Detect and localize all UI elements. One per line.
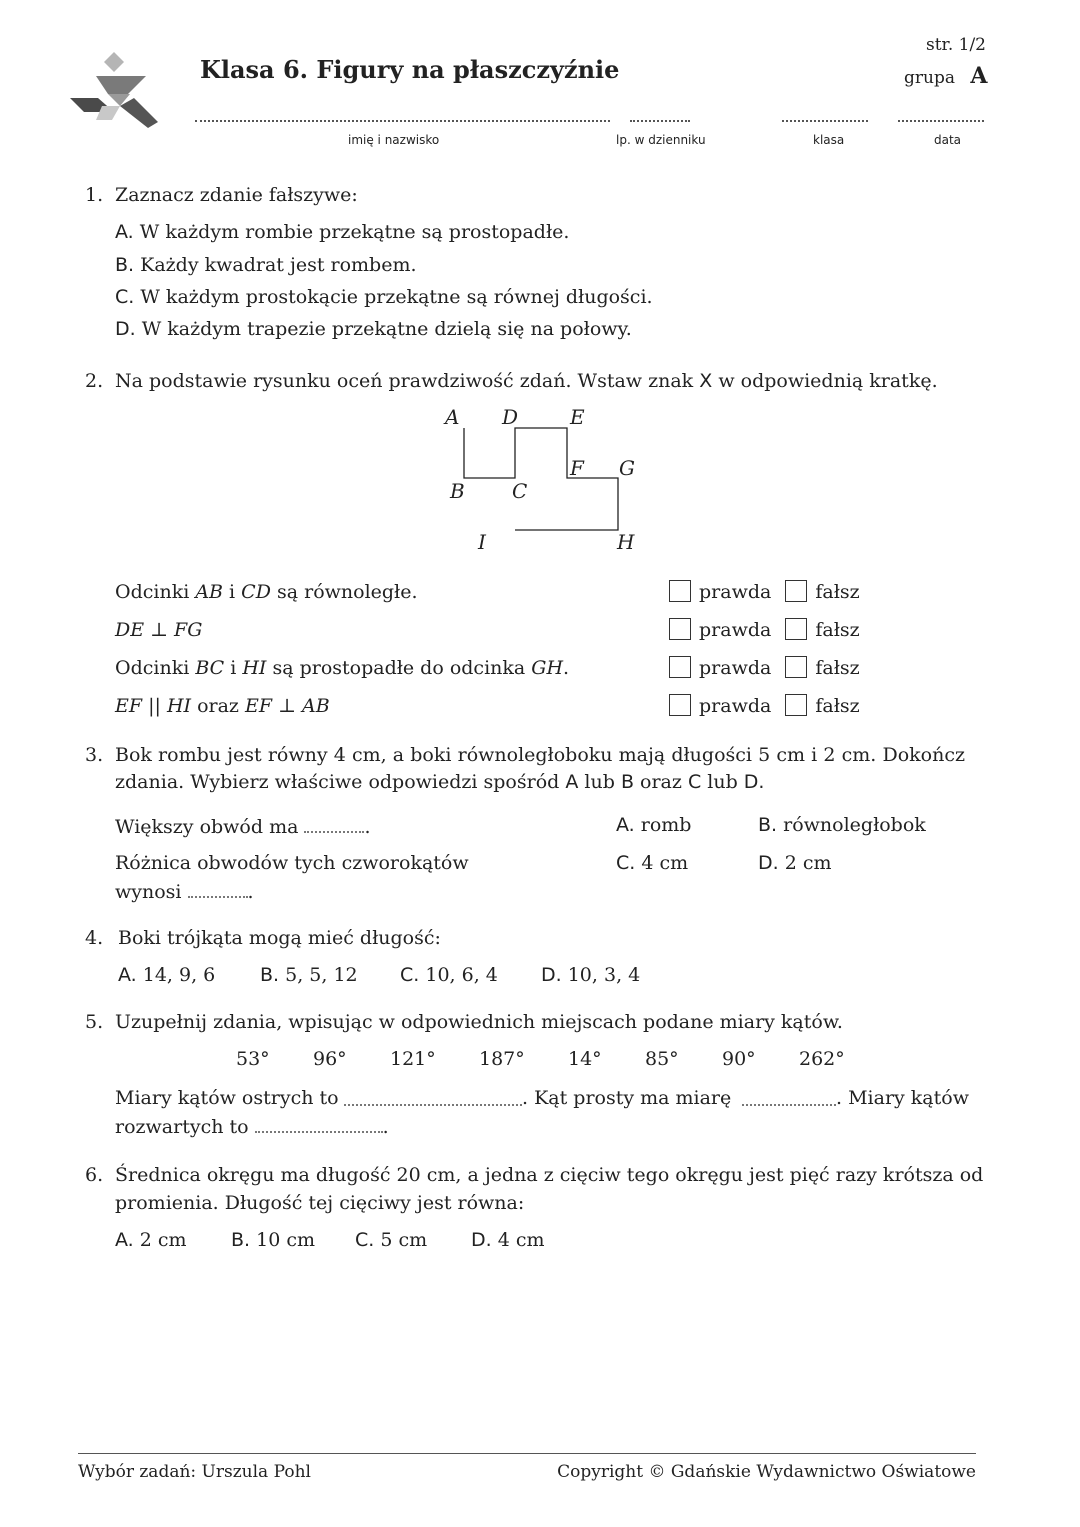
- letter: B: [620, 771, 634, 793]
- q2-statement-4: [115, 694, 330, 718]
- false-label: fałsz: [815, 657, 860, 679]
- segment: GH: [531, 657, 564, 679]
- option-letter: A.: [616, 814, 635, 836]
- q6-option-b[interactable]: [231, 1228, 315, 1252]
- q3-answer-d[interactable]: [758, 851, 832, 875]
- segment: EF: [115, 695, 143, 717]
- segment: BC: [195, 657, 225, 679]
- text: i: [224, 657, 243, 679]
- q1-option-c[interactable]: [115, 285, 653, 309]
- text: lub: [584, 771, 615, 793]
- option-text: 10, 6, 4: [425, 964, 498, 986]
- option-letter: B.: [231, 1229, 251, 1251]
- q2-number: 2.: [85, 370, 104, 392]
- text: wynosi: [115, 881, 182, 903]
- group-label-text: grupa: [904, 68, 955, 88]
- page-title: Klasa 6. Figury na płaszczyźnie: [200, 55, 620, 84]
- option-text: W każdym trapezie przekątne dzielą się na połowy.: [141, 318, 632, 340]
- segment: EF ⊥ AB: [244, 695, 330, 717]
- q1-option-b[interactable]: [115, 253, 417, 277]
- q4-option-b[interactable]: [260, 963, 358, 987]
- q3-answer-c[interactable]: [616, 851, 688, 875]
- q1-number: 1.: [85, 184, 104, 206]
- q5-text-2: . Kąt prosty ma miarę: [522, 1087, 732, 1109]
- q5-angle-7: 90°: [722, 1048, 756, 1070]
- point-label-b: B: [450, 479, 465, 503]
- option-letter: D.: [115, 318, 136, 340]
- q2-answer-row-2: [669, 618, 860, 642]
- text: są równoległe.: [270, 581, 418, 603]
- q5-prompt: Uzupełnij zdania, wpisując w odpowiednich miejscach podane miary kątów.: [115, 1011, 843, 1033]
- answer-blank[interactable]: [304, 813, 364, 833]
- point-label-h: H: [617, 530, 635, 554]
- q3-prompt-line-2: [115, 770, 764, 794]
- q5-angle-5: 14°: [568, 1048, 602, 1070]
- true-checkbox[interactable]: [669, 694, 691, 716]
- q3-sentence-2-line-2: wynosi .: [115, 878, 254, 904]
- true-label: prawda: [699, 581, 772, 603]
- obtuse-angles-blank[interactable]: [255, 1113, 383, 1133]
- option-letter: C.: [115, 286, 135, 308]
- q1-prompt: Zaznacz zdanie fałszywe:: [115, 184, 358, 206]
- text: .: [563, 657, 570, 679]
- segment: DE ⊥ FG: [115, 619, 203, 641]
- false-checkbox[interactable]: [785, 656, 807, 678]
- q3-prompt-line-1: Bok rombu jest równy 4 cm, a boki równoległoboku mają długości 5 cm i 2 cm. Dokończ: [115, 744, 965, 766]
- option-letter: C.: [616, 852, 636, 874]
- q2-answer-row-1: [669, 580, 860, 604]
- q5-angle-8: 262°: [799, 1048, 845, 1070]
- text: są prostopadłe do odcinka: [266, 657, 532, 679]
- point-label-f: F: [570, 456, 584, 480]
- point-label-c: C: [512, 479, 528, 503]
- diary-number-field-line[interactable]: [630, 120, 690, 122]
- q6-option-d[interactable]: [471, 1228, 545, 1252]
- q3-answer-a[interactable]: [616, 813, 691, 837]
- true-label: prawda: [699, 695, 772, 717]
- letter: D.: [743, 771, 765, 793]
- false-label: fałsz: [815, 581, 860, 603]
- option-text: równoległobok: [783, 814, 926, 836]
- false-checkbox[interactable]: [785, 618, 807, 640]
- q3-sentence-1: Większy obwód ma .: [115, 813, 371, 839]
- page-number: str. 1/2: [926, 35, 986, 55]
- point-label-g: G: [619, 456, 635, 480]
- q6-option-a[interactable]: [115, 1228, 187, 1252]
- option-letter: B.: [260, 964, 280, 986]
- text: zdania. Wybierz właściwe odpowiedzi spośród: [115, 771, 560, 793]
- q2-statement-1: [115, 580, 418, 604]
- date-field-line[interactable]: [898, 120, 984, 122]
- q2-statement-2: [115, 618, 202, 642]
- group-label: [904, 64, 987, 90]
- true-checkbox[interactable]: [669, 656, 691, 678]
- text: rozwartych to: [115, 1116, 249, 1138]
- text: oraz: [640, 771, 682, 793]
- option-letter: C.: [355, 1229, 375, 1251]
- q1-option-a[interactable]: [115, 220, 569, 244]
- segment: AB: [195, 581, 224, 603]
- option-letter: B.: [758, 814, 778, 836]
- q1-option-d[interactable]: [115, 317, 632, 341]
- q4-option-a[interactable]: [118, 963, 215, 987]
- publisher-logo: [68, 50, 160, 130]
- option-text: W każdym prostokącie przekątne są równej długości.: [140, 286, 653, 308]
- class-field-label: klasa: [813, 133, 845, 147]
- q2-statement-3: [115, 656, 569, 680]
- false-checkbox[interactable]: [785, 694, 807, 716]
- q5-text-4: rozwartych to .: [115, 1113, 389, 1139]
- point-label-e: E: [570, 405, 585, 429]
- q6-prompt-line-2: promienia. Długość tej cięciwy jest równa:: [115, 1192, 525, 1214]
- option-letter: D.: [541, 964, 562, 986]
- q4-number: 4.: [85, 927, 104, 949]
- false-label: fałsz: [815, 695, 860, 717]
- text: ||: [142, 695, 167, 717]
- option-text: 2 cm: [139, 1229, 187, 1251]
- q2-prompt-after: w odpowiednią kratkę.: [718, 370, 938, 392]
- option-letter: C.: [400, 964, 420, 986]
- point-label-i: I: [478, 530, 486, 554]
- option-text: 10 cm: [256, 1229, 315, 1251]
- segment: HI: [166, 695, 192, 717]
- true-label: prawda: [699, 619, 772, 641]
- option-text: W każdym rombie przekątne są prostopadłe.: [139, 221, 570, 243]
- option-text: 5, 5, 12: [285, 964, 358, 986]
- class-field-line[interactable]: [782, 120, 868, 122]
- q6-option-c[interactable]: [355, 1228, 427, 1252]
- footer-author: Wybór zadań: Urszula Pohl: [78, 1462, 311, 1482]
- point-label-a: A: [445, 405, 460, 429]
- q2-answer-row-4: [669, 694, 860, 718]
- false-label: fałsz: [815, 619, 860, 641]
- q5-angle-4: 187°: [479, 1048, 525, 1070]
- option-text: romb: [640, 814, 692, 836]
- text: oraz: [191, 695, 245, 717]
- text: Odcinki: [115, 581, 196, 603]
- date-field-label: data: [934, 133, 962, 147]
- segment: CD: [241, 581, 271, 603]
- answer-blank[interactable]: [188, 878, 248, 898]
- true-checkbox[interactable]: [669, 618, 691, 640]
- option-letter: D.: [758, 852, 779, 874]
- q2-prompt-before: Na podstawie rysunku oceń prawdziwość zdań. Wstaw znak: [115, 370, 694, 392]
- true-checkbox[interactable]: [669, 580, 691, 602]
- option-text: 14, 9, 6: [142, 964, 216, 986]
- q2-answer-row-3: [669, 656, 860, 680]
- option-letter: A.: [115, 221, 134, 243]
- q3-answer-b[interactable]: [758, 813, 926, 837]
- text: i: [223, 581, 242, 603]
- option-text: 5 cm: [380, 1229, 428, 1251]
- option-letter: A.: [115, 1229, 134, 1251]
- q5-angle-3: 121°: [390, 1048, 436, 1070]
- q5-number: 5.: [85, 1011, 104, 1033]
- true-label: prawda: [699, 657, 772, 679]
- q5-text-1: Miary kątów ostrych to: [115, 1087, 339, 1109]
- q5-angle-1: 53°: [236, 1048, 270, 1070]
- letter: C: [687, 771, 702, 793]
- q4-prompt: Boki trójkąta mogą mieć długość:: [118, 927, 441, 949]
- option-text: 10, 3, 4: [567, 964, 641, 986]
- q4-option-d[interactable]: [541, 963, 640, 987]
- option-letter: D.: [471, 1229, 492, 1251]
- diary-number-field-label: lp. w dzienniku: [616, 133, 706, 147]
- group-value: A: [970, 63, 988, 89]
- q2-prompt: [115, 369, 938, 393]
- q3-sentence-2-line-1: Różnica obwodów tych czworokątów: [115, 852, 469, 874]
- text: Odcinki: [115, 657, 196, 679]
- point-label-d: D: [502, 405, 519, 429]
- segment: HI: [242, 657, 267, 679]
- option-text: 4 cm: [641, 852, 689, 874]
- q4-option-c[interactable]: [400, 963, 498, 987]
- q3-number: 3.: [85, 744, 104, 766]
- option-text: 2 cm: [784, 852, 832, 874]
- q5-angle-6: 85°: [645, 1048, 679, 1070]
- option-text: Każdy kwadrat jest rombem.: [140, 254, 417, 276]
- false-checkbox[interactable]: [785, 580, 807, 602]
- letter: A: [565, 771, 579, 793]
- q6-number: 6.: [85, 1164, 104, 1186]
- q5-angle-2: 96°: [313, 1048, 347, 1070]
- name-field-label: imię i nazwisko: [348, 133, 440, 147]
- right-angle-blank[interactable]: [742, 1104, 836, 1106]
- footer-copyright: Copyright © Gdańskie Wydawnictwo Oświatowe: [557, 1462, 976, 1482]
- text: Większy obwód ma: [115, 816, 299, 838]
- option-text: 4 cm: [497, 1229, 545, 1251]
- text: lub: [707, 771, 738, 793]
- name-field-line[interactable]: [195, 120, 610, 122]
- q5-text-3: . Miary kątów: [836, 1087, 969, 1109]
- option-letter: B.: [115, 254, 135, 276]
- q2-figure: [430, 400, 660, 560]
- acute-angles-blank[interactable]: [344, 1104, 522, 1106]
- q2-prompt-mark: X: [699, 370, 713, 392]
- q6-prompt-line-1: Średnica okręgu ma długość 20 cm, a jedna z cięciw tego okręgu jest pięć razy krótsza od: [115, 1164, 984, 1186]
- option-letter: A.: [118, 964, 137, 986]
- footer-divider: [78, 1453, 976, 1454]
